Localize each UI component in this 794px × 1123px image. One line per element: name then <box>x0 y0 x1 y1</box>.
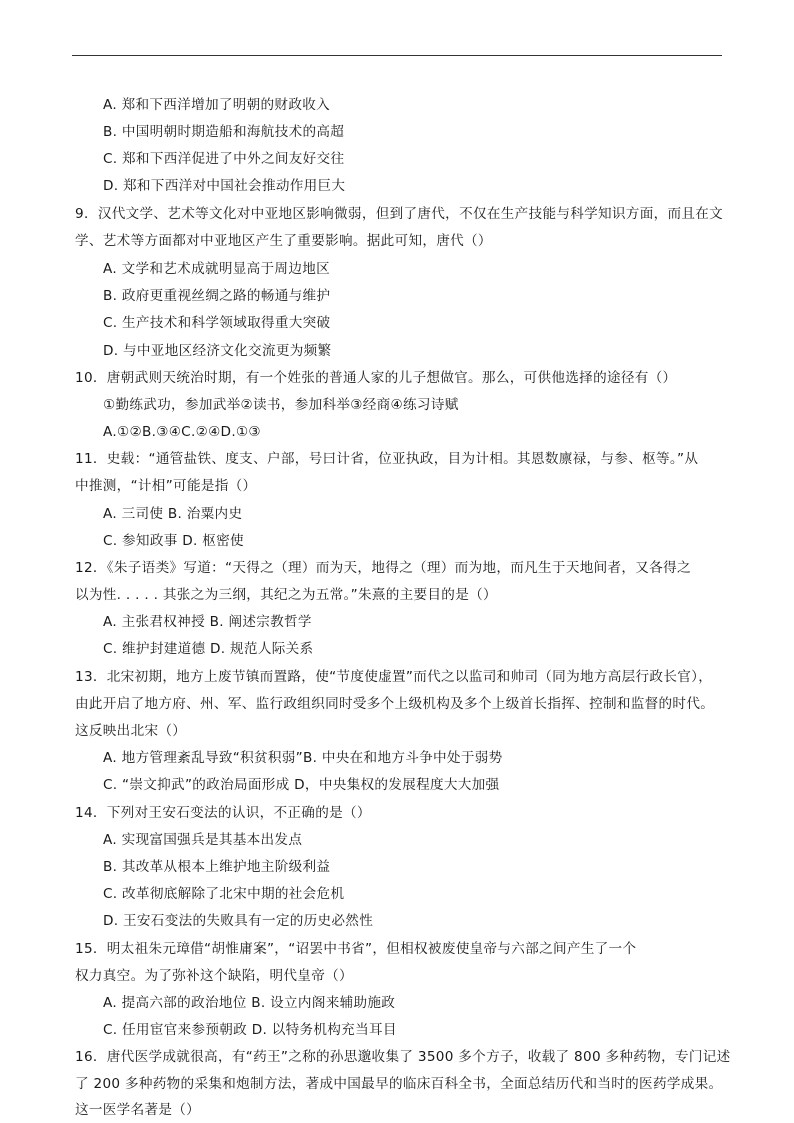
option-line: C. “崇文抑武”的政治局面形成 D，中央集权的发展程度大大加强 <box>103 777 500 793</box>
question-16-text: 16．唐代医学成就很高，有“药王”之称的孙思邈收集了 3500 多个方子，收载了 800 多种药物，专门记述 <box>75 1049 731 1065</box>
option-line: A. 地方管理紊乱导致“积贫积弱”B. 中央在和地方斗争中处于弱势 <box>103 750 503 766</box>
question-12-text: 以为性. . . . . 其张之为三纲，其纪之为五常。”朱熹的主要目的是（） <box>75 587 497 603</box>
option-line: C. 参知政事 D. 枢密使 <box>103 533 244 549</box>
option-line: A. 实现富国强兵是其基本出发点 <box>103 832 303 848</box>
question-14-text: 14．下列对王安石变法的认识，不正确的是（） <box>75 805 371 821</box>
option-line: A.①②B.③④C.②④D.①③ <box>103 424 261 440</box>
option-line: C. 任用宦官来参预朝政 D. 以特务机构充当耳目 <box>103 1022 397 1038</box>
option-line: B. 其改革从根本上维护地主阶级利益 <box>103 859 331 875</box>
question-15-text: 权力真空。为了弥补这个缺陷，明代皇帝（） <box>75 968 353 984</box>
option-line: D. 王安石变法的失败具有一定的历史必然性 <box>103 913 374 929</box>
question-10-text: 10．唐朝武则天统治时期，有一个姓张的普通人家的儿子想做官。那么，可供他选择的途径有（） <box>75 370 677 386</box>
question-13-text: 由此开启了地方府、州、军、监行政组织同时受多个上级机构及多个上级首长指挥、控制和监督的时代。 <box>75 696 715 712</box>
question-16-text: 了 200 多种药物的采集和炮制方法，著成中国最早的临床百科全书，全面总结历代和当时的医药学成果。 <box>75 1076 723 1092</box>
header-rule <box>72 55 722 56</box>
option-line: C. 郑和下西洋促进了中外之间友好交往 <box>103 151 345 167</box>
option-line: B. 中国明朝时期造船和海航技术的高超 <box>103 124 345 140</box>
option-line: D. 与中亚地区经济文化交流更为频繁 <box>103 343 332 359</box>
option-line: B. 政府更重视丝绸之路的畅通与维护 <box>103 288 331 304</box>
option-line: A. 主张君权神授 B. 阐述宗教哲学 <box>103 614 312 630</box>
option-line: A. 三司使 B. 治粟内史 <box>103 506 243 522</box>
question-10-choices: ①勤练武功，参加武举②读书，参加科举③经商④练习诗赋 <box>103 397 459 413</box>
option-line: C. 维护封建道德 D. 规范人际关系 <box>103 641 314 657</box>
question-9-text: 学、艺术等方面都对中亚地区产生了重要影响。据此可知，唐代（） <box>75 233 492 249</box>
option-line: A. 提高六部的政治地位 B. 设立内阁来辅助施政 <box>103 995 396 1011</box>
option-line: C. 生产技术和科学领域取得重大突破 <box>103 315 331 331</box>
option-line: A. 郑和下西洋增加了明朝的财政收入 <box>103 97 331 113</box>
question-11-text: 11．史载：“通管盐铁、度支、户部，号曰计省，位亚执政，目为计相。其恩数廪禄，与参、枢等。”从 <box>75 451 699 467</box>
question-13-text: 这反映出北宋（） <box>75 723 187 739</box>
option-line: D. 郑和下西洋对中国社会推动作用巨大 <box>103 178 346 194</box>
question-11-text: 中推测，“计相”可能是指（） <box>75 478 257 494</box>
option-line: A. 文学和艺术成就明显高于周边地区 <box>103 261 331 277</box>
option-line: C. 改革彻底解除了北宋中期的社会危机 <box>103 886 345 902</box>
question-12-text: 12．《朱子语类》写道：“天得之（理）而为天，地得之（理）而为地，而凡生于天地间者，又各得之 <box>75 560 691 576</box>
question-16-text: 这一医学名著是（） <box>75 1102 201 1118</box>
question-15-text: 15．明太祖朱元璋借“胡惟庸案”，“诏罢中书省”，但相权被废使皇帝与六部之间产生了一个 <box>75 941 637 957</box>
question-9-text: 9．汉代文学、艺术等文化对中亚地区影响微弱，但到了唐代，不仅在生产技能与科学知识方面，而且在文 <box>75 206 724 222</box>
question-13-text: 13．北宋初期，地方上废节镇而置路，使“节度使虚置”而代之以监司和帅司（同为地方高层行政长官）， <box>75 669 713 685</box>
